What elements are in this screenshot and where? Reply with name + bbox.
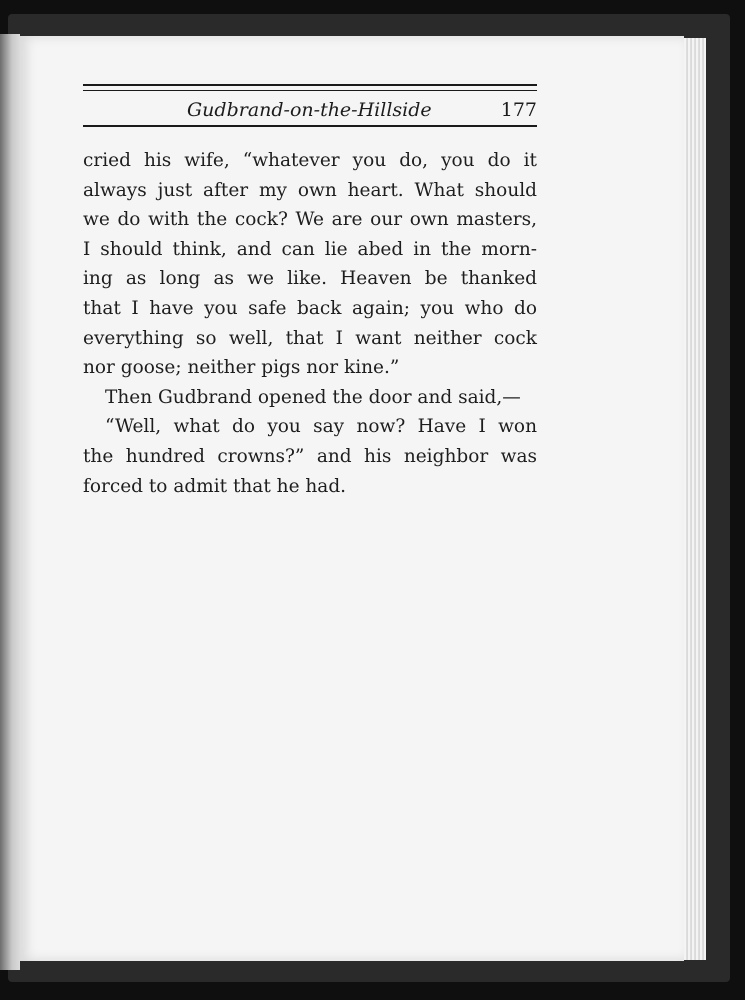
- header-rule-bottom: [83, 125, 537, 127]
- body-text: [83, 146, 537, 501]
- text-line: nor goose; neither pigs nor kine.”: [83, 357, 400, 379]
- text-line: forced to admit that he had.: [83, 475, 347, 497]
- text-line: that I have you safe back again; you who do: [83, 297, 537, 319]
- text-line: always just after my own heart. What should: [83, 179, 537, 201]
- text-line: Then Gudbrand opened the door and said,—: [105, 386, 521, 408]
- page-header: [83, 84, 537, 127]
- page-number: 177: [500, 99, 537, 121]
- header-rule-top: [83, 84, 537, 86]
- text-line: ing as long as we like. Heaven be thanked: [83, 268, 537, 290]
- text-line: “Well, what do you say now? Have I won: [105, 416, 537, 438]
- text-line: the hundred crowns?” and his neighbor was: [83, 445, 537, 467]
- facing-page-edge: [0, 34, 20, 970]
- header-row: [83, 91, 537, 125]
- text-line: everything so well, that I want neither cock: [83, 327, 537, 349]
- text-line: cried his wife, “whatever you do, you do it: [83, 150, 537, 171]
- text-line: we do with the cock? We are our own masters,: [83, 209, 537, 231]
- text-line: I should think, and can lie abed in the morn-: [83, 238, 537, 260]
- running-title: Gudbrand-on-the-Hillside: [187, 99, 432, 121]
